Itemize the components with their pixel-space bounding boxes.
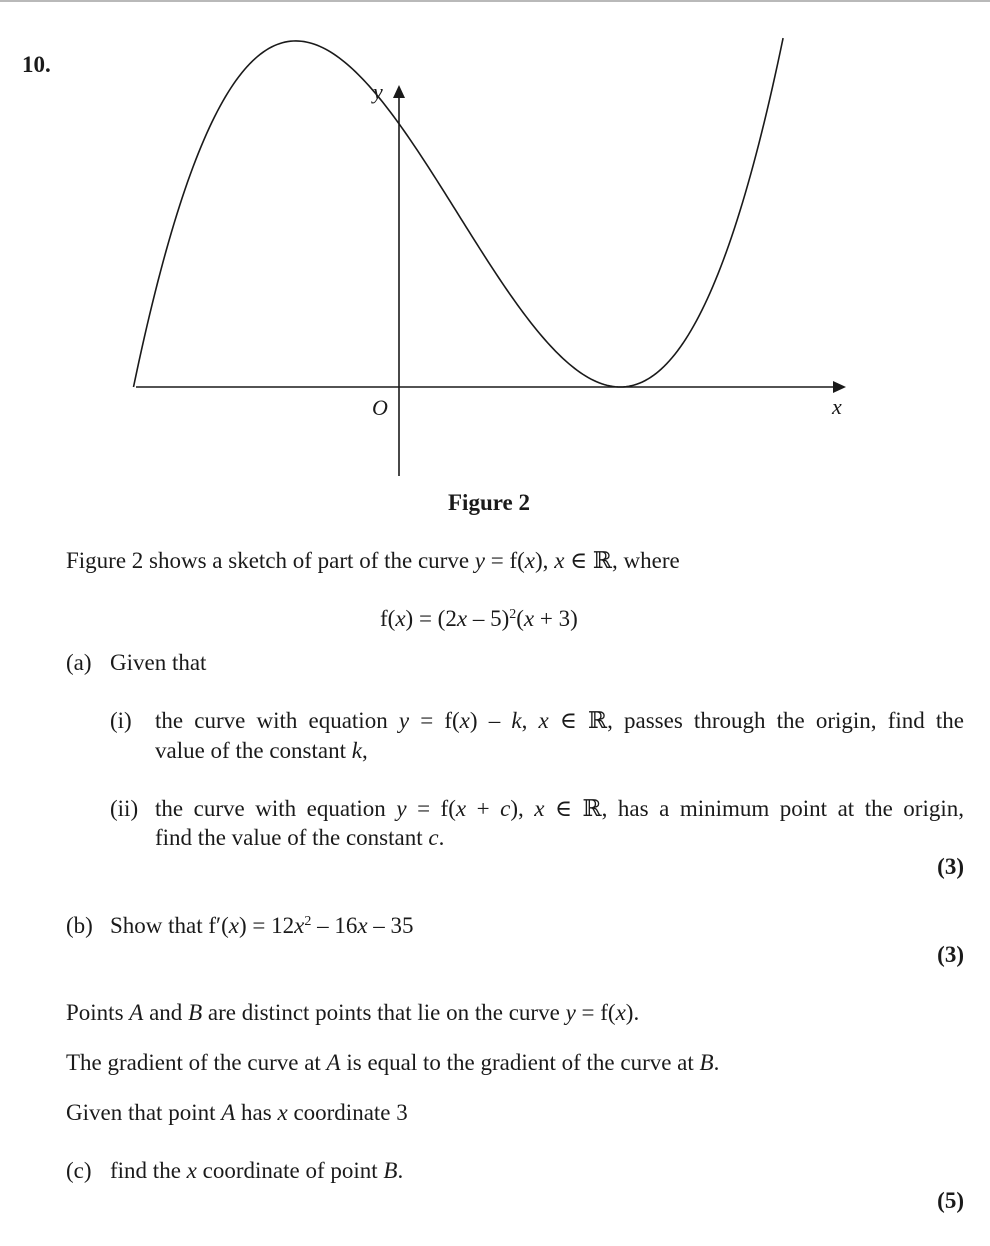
ai-s4: , [521, 708, 539, 733]
ai-l2-post: , [361, 738, 368, 763]
intro-tail: ∈ ℝ, where [564, 548, 680, 573]
intro-mid: ), [535, 548, 555, 573]
y-axis-label: y [373, 79, 383, 104]
s3-x: x [277, 1100, 288, 1125]
c-B: B [383, 1158, 398, 1183]
stem-line-1 [66, 1000, 639, 1026]
s1-B: B [188, 1000, 203, 1025]
ai-s2: = f( [409, 708, 460, 733]
stem-line-2 [66, 1050, 719, 1076]
s1-y: y [565, 1000, 576, 1025]
eq-tail: + 3) [534, 606, 578, 631]
eq-x1: x [456, 606, 468, 631]
part-a-i-line1 [155, 708, 964, 734]
b-x: x [228, 913, 239, 938]
aii-s5: ∈ ℝ, has a minimum point at the origin, [544, 796, 964, 821]
eq-mid: – 5) [467, 606, 510, 631]
ai-s1: the curve with equation [155, 708, 399, 733]
ai-l2-pre: value of the constant [155, 738, 352, 763]
intro-x2: x [554, 548, 565, 573]
ai-x: x [459, 708, 470, 733]
c-s1: find the [110, 1158, 187, 1183]
origin-label: O [372, 395, 388, 420]
intro-y: y [474, 548, 485, 573]
intro-lead: Figure 2 shows a sketch of part of the curve [66, 548, 475, 573]
x-axis-arrowhead [833, 381, 846, 393]
b-exp: 2 [304, 914, 312, 929]
part-a-marks: (3) [937, 854, 964, 879]
aii-s4: ), [510, 796, 535, 821]
s3-c: coordinate 3 [287, 1100, 408, 1125]
s1-c: are distinct points that lie on the curve [202, 1000, 566, 1025]
intro-x: x [524, 548, 536, 573]
eq-exponent: 2 [509, 607, 517, 622]
aii-x: x [455, 796, 467, 821]
s1-A: A [129, 1000, 144, 1025]
aii-x2: x [534, 796, 545, 821]
b-x2: x [294, 913, 305, 938]
part-b-label: (b) [66, 913, 93, 938]
ai-s5: ∈ ℝ, passes through the origin, find the [548, 708, 965, 733]
part-a-ii-line2 [155, 825, 444, 851]
s3-b: has [235, 1100, 278, 1125]
s1-a: Points [66, 1000, 130, 1025]
ai-y: y [398, 708, 410, 733]
eq-lhs-post: ) = (2 [405, 606, 457, 631]
part-a-label: (a) [66, 650, 92, 675]
part-c-label: (c) [66, 1158, 92, 1183]
part-a-i-line2 [155, 738, 368, 764]
figure-2-graph [0, 0, 990, 480]
aii-s2: = f( [406, 796, 456, 821]
s1-b: and [143, 1000, 189, 1025]
function-equation [380, 606, 578, 632]
part-a-i-label: (i) [110, 708, 132, 733]
s1-x: x [615, 1000, 626, 1025]
curve-y-equals-f-x [134, 38, 784, 387]
b-s1: Show that f′( [110, 913, 229, 938]
part-a-ii-line1 [155, 796, 964, 822]
aii-s3: + [466, 796, 501, 821]
part-a-ii-label: (ii) [110, 796, 139, 821]
intro-eq: = f( [485, 548, 525, 573]
aii-c: c [500, 796, 511, 821]
stem-line-3 [66, 1100, 408, 1126]
s2-B: B [699, 1050, 714, 1075]
question-number: 10. [22, 52, 51, 77]
s2-b: is equal to the gradient of the curve at [340, 1050, 700, 1075]
c-x: x [186, 1158, 197, 1183]
intro-sentence [66, 548, 680, 574]
b-s2: ) = 12 [238, 913, 295, 938]
b-s4: – 35 [367, 913, 414, 938]
figure-caption: Figure 2 [448, 490, 530, 515]
s2-A: A [326, 1050, 341, 1075]
b-x3: x [357, 913, 368, 938]
eq-x2: x [523, 606, 535, 631]
eq-lhs-x: x [395, 606, 406, 631]
part-a-text: Given that [110, 650, 207, 675]
eq-lhs-pre: f( [380, 606, 396, 631]
part-b-marks: (3) [937, 942, 964, 967]
ai-s3: ) – [469, 708, 512, 733]
aii-s1: the curve with equation [155, 796, 397, 821]
aii-l2-post: . [438, 825, 445, 850]
part-b-text [110, 913, 414, 939]
ai-k: k [511, 708, 522, 733]
x-axis-label: x [832, 394, 842, 419]
s3-a: Given that point [66, 1100, 222, 1125]
ai-l2-k: k [351, 738, 362, 763]
eq-open: ( [516, 606, 524, 631]
s2-c: . [713, 1050, 720, 1075]
y-axis-arrowhead [393, 85, 405, 98]
aii-y: y [396, 796, 407, 821]
s1-d: = f( [575, 1000, 616, 1025]
aii-l2-pre: find the value of the constant [155, 825, 429, 850]
s2-a: The gradient of the curve at [66, 1050, 327, 1075]
ai-x2: x [538, 708, 549, 733]
part-c-text [110, 1158, 403, 1184]
aii-l2-c: c [428, 825, 439, 850]
s1-e: ). [625, 1000, 640, 1025]
s3-A: A [221, 1100, 236, 1125]
part-c-marks: (5) [937, 1188, 964, 1213]
b-s3: – 16 [311, 913, 358, 938]
c-s2: coordinate of point [196, 1158, 384, 1183]
c-s3: . [397, 1158, 404, 1183]
